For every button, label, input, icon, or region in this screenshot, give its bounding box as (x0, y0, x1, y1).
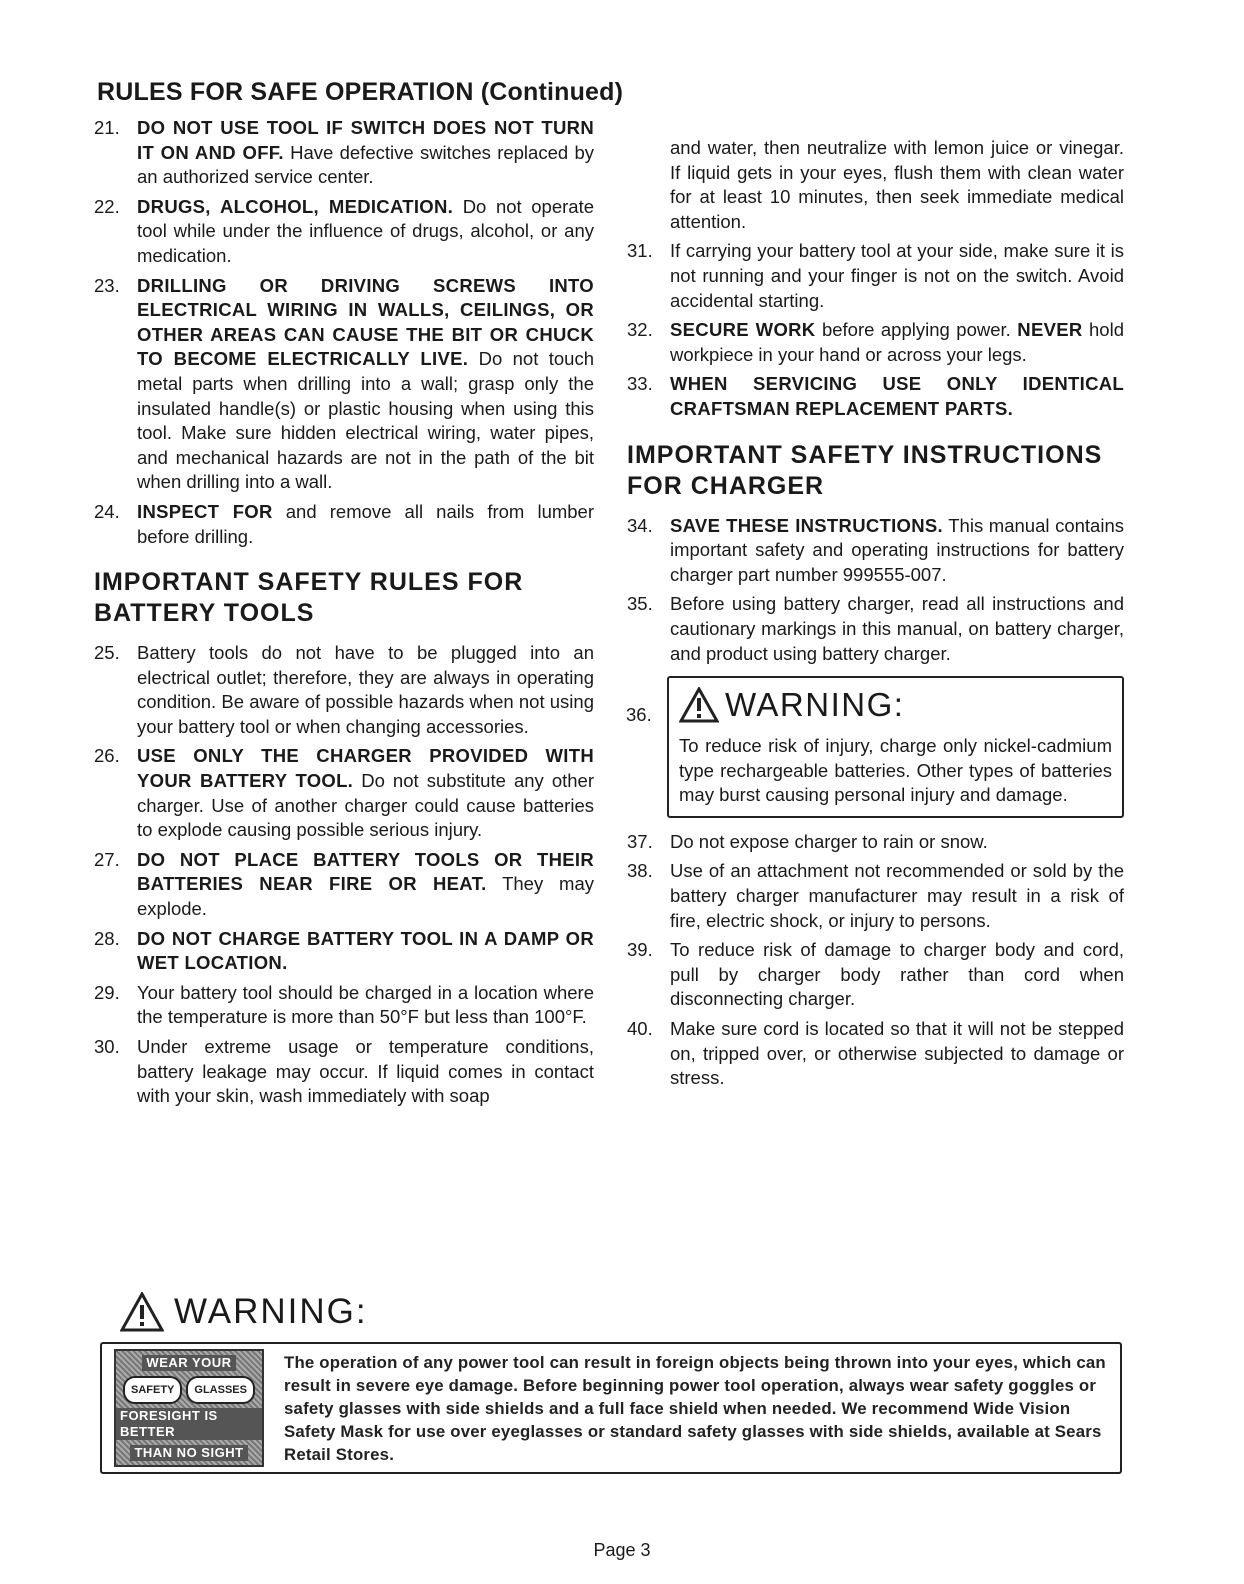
rule-bold: SECURE WORK (670, 319, 816, 341)
page-number: Page 3 (593, 1540, 651, 1560)
rule-text-2: hold workpiece in your hand or across your legs. (670, 319, 1124, 365)
rule-number: 40. (627, 1018, 653, 1040)
rule-37 (627, 830, 1124, 855)
rule-34 (627, 514, 1124, 588)
rule-39 (627, 938, 1124, 1012)
rule-32 (627, 318, 1124, 367)
rule-bold: DRILLING OR DRIVING SCREWS INTO ELECTRICAL WIRING IN WALLS, CEILINGS, OR OTHER AREAS CAN CAUSE THE BIT OR CHUCK TO BECOME ELECTRICALLY LIVE. (137, 274, 594, 370)
rule-number: 29. (94, 981, 120, 1003)
rule-text: They may explode. (137, 873, 595, 920)
rule-bold: USE ONLY THE CHARGER PROVIDED WITH YOUR BATTERY TOOL. (137, 745, 594, 792)
eye-protection-warning (100, 1292, 1122, 1474)
right-column (627, 136, 1124, 1096)
rule-text: Battery tools do not have to be plugged into an electrical outlet; therefore, they are always in operating condition. Be aware of possible hazards when not using your battery tool or when changing accessories. (137, 642, 594, 737)
rule-text: If carrying your battery tool at your side, make sure it is not running and your finger is not on the switch. Avoid accidental starting. (670, 240, 1124, 311)
rule-21 (94, 116, 594, 190)
rule-number: 38. (627, 860, 653, 882)
rule-28 (94, 927, 594, 976)
rule-text: To reduce risk of damage to charger body and cord, pull by charger body rather than cord when disconnecting charger. (670, 939, 1124, 1010)
rule-text: Do not touch metal parts when drilling into a wall; grasp only the insulated handle(s) or plastic housing when using this tool. Make sure hidden electrical wiring, water pipes, and mechanical hazards are not in the path of the bit when drilling into a wall. (137, 348, 595, 493)
rule-text: Do not operate tool while under the influence of drugs, alcohol, or any medication. (137, 195, 595, 266)
rule-bold: DO NOT PLACE BATTERY TOOLS OR THEIR BATTERIES NEAR FIRE OR HEAT. (137, 848, 594, 895)
rule-35 (627, 592, 1124, 666)
page-heading: RULES FOR SAFE OPERATION (Continued) (97, 78, 624, 106)
rule-text: Before using battery charger, read all instructions and cautionary markings in this manual, on battery charger, and product using battery charger. (670, 593, 1124, 664)
charger-warning-box (626, 676, 1124, 818)
rule-number: 34. (627, 514, 653, 536)
warning-text: The operation of any power tool can result in foreign objects being thrown into your eyes, which can result in severe eye damage. Before beginning power tool operation, always wear safety goggles or safety glasses with side shields and a full face shield when needed. We recommend Wide Vision Safety Mask for use over eyeglasses or standard safety glasses with side shields, available at Sears Retail Stores. (284, 1352, 1106, 1464)
badge-left-lens: SAFETY (123, 1376, 182, 1404)
warning-title: WARNING: (725, 686, 905, 724)
rule-bold: WHEN SERVICING USE ONLY IDENTICAL CRAFTSMAN REPLACEMENT PARTS. (670, 373, 1124, 419)
rule-number: 21. (94, 117, 120, 138)
left-column (94, 116, 594, 1114)
rule-number: 37. (627, 830, 653, 852)
charger-heading: IMPORTANT SAFETY INSTRUCTIONS FOR CHARGER (627, 440, 1103, 500)
rule-bold: DO NOT USE TOOL IF SWITCH DOES NOT TURN IT ON AND OFF. (137, 117, 594, 163)
badge-top-text: WEAR YOUR (142, 1355, 235, 1371)
warning-box (100, 1342, 1122, 1474)
warning-triangle-icon (679, 687, 719, 723)
warning-text: To reduce risk of injury, charge only nickel-cadmium type rechargeable batteries. Other types of batteries may burst causing personal injury and damage. (679, 735, 1112, 806)
badge-bottom-text-2: THAN NO SIGHT (130, 1445, 247, 1461)
rule-number: 28. (94, 927, 120, 949)
rule-text: Under extreme usage or temperature conditions, battery leakage may occur. If liquid comes in contact with your skin, wash immediately with soap (137, 1036, 594, 1107)
rule-number: 33. (627, 373, 653, 395)
rule-27 (94, 848, 594, 922)
rule-text: Your battery tool should be charged in a location where the temperature is more than 50°F but less than 100°F. (137, 981, 594, 1028)
rule-number: 24. (94, 500, 120, 522)
rule-40 (627, 1017, 1124, 1091)
rule-24 (94, 500, 594, 549)
rule-number: 26. (94, 745, 120, 767)
rule-30-continuation: and water, then neutralize with lemon juice or vinegar. If liquid gets in your eyes, flush them with clean water for at least 10 minutes, then seek immediate medical attention. (670, 137, 1124, 232)
rule-text: Do not expose charger to rain or snow. (670, 830, 988, 852)
rule-text: and remove all nails from lumber before drilling. (137, 500, 595, 547)
rule-number: 23. (94, 274, 120, 296)
rule-text: Have defective switches replaced by an authorized service center. (137, 141, 595, 188)
rule-29 (94, 981, 594, 1030)
badge-bottom-text-1: FORESIGHT IS BETTER (116, 1408, 262, 1440)
rule-23 (94, 274, 594, 495)
rule-number: 39. (627, 939, 653, 961)
rule-number: 36. (626, 704, 652, 726)
rule-bold: SAVE THESE INSTRUCTIONS. (670, 514, 943, 536)
rule-bold: INSPECT FOR (137, 500, 273, 522)
rule-number: 35. (627, 593, 653, 615)
rule-text: This manual contains important safety and operating instructions for battery charger part number 999555-007. (670, 514, 1124, 585)
rule-number: 30. (94, 1036, 120, 1057)
glasses-icon (123, 1376, 255, 1404)
rule-26 (94, 744, 594, 842)
rule-22 (94, 195, 594, 269)
rule-number: 32. (627, 319, 653, 341)
rule-31 (627, 239, 1124, 313)
rule-38 (627, 859, 1124, 933)
rule-25 (94, 641, 594, 739)
safety-glasses-badge (114, 1349, 264, 1467)
badge-right-lens: GLASSES (186, 1376, 255, 1404)
rule-number: 22. (94, 195, 120, 217)
rule-bold-2: NEVER (1017, 319, 1083, 341)
battery-tools-heading: IMPORTANT SAFETY RULES FOR BATTERY TOOLS (94, 568, 524, 628)
rule-text: before applying power. (815, 319, 1018, 341)
rule-text: Use of an attachment not recommended or sold by the battery charger manufacturer may result in a risk of fire, electric shock, or injury to persons. (670, 860, 1124, 931)
rule-text: Make sure cord is located so that it will not be stepped on, tripped over, or otherwise subjected to damage or stress. (670, 1018, 1124, 1089)
rule-number: 27. (94, 848, 120, 870)
rule-text: Do not substitute any other charger. Use of another charger could cause batteries to explode causing possible serious injury. (137, 770, 594, 841)
rule-number: 31. (627, 240, 653, 262)
rule-bold: DO NOT CHARGE BATTERY TOOL IN A DAMP OR WET LOCATION. (137, 927, 594, 974)
rule-30 (94, 1035, 594, 1109)
warning-triangle-icon (120, 1292, 164, 1332)
rule-bold: DRUGS, ALCOHOL, MEDICATION. (137, 195, 454, 217)
warning-title: WARNING: (174, 1292, 368, 1331)
rule-number: 25. (94, 642, 120, 664)
rule-33 (627, 372, 1124, 421)
